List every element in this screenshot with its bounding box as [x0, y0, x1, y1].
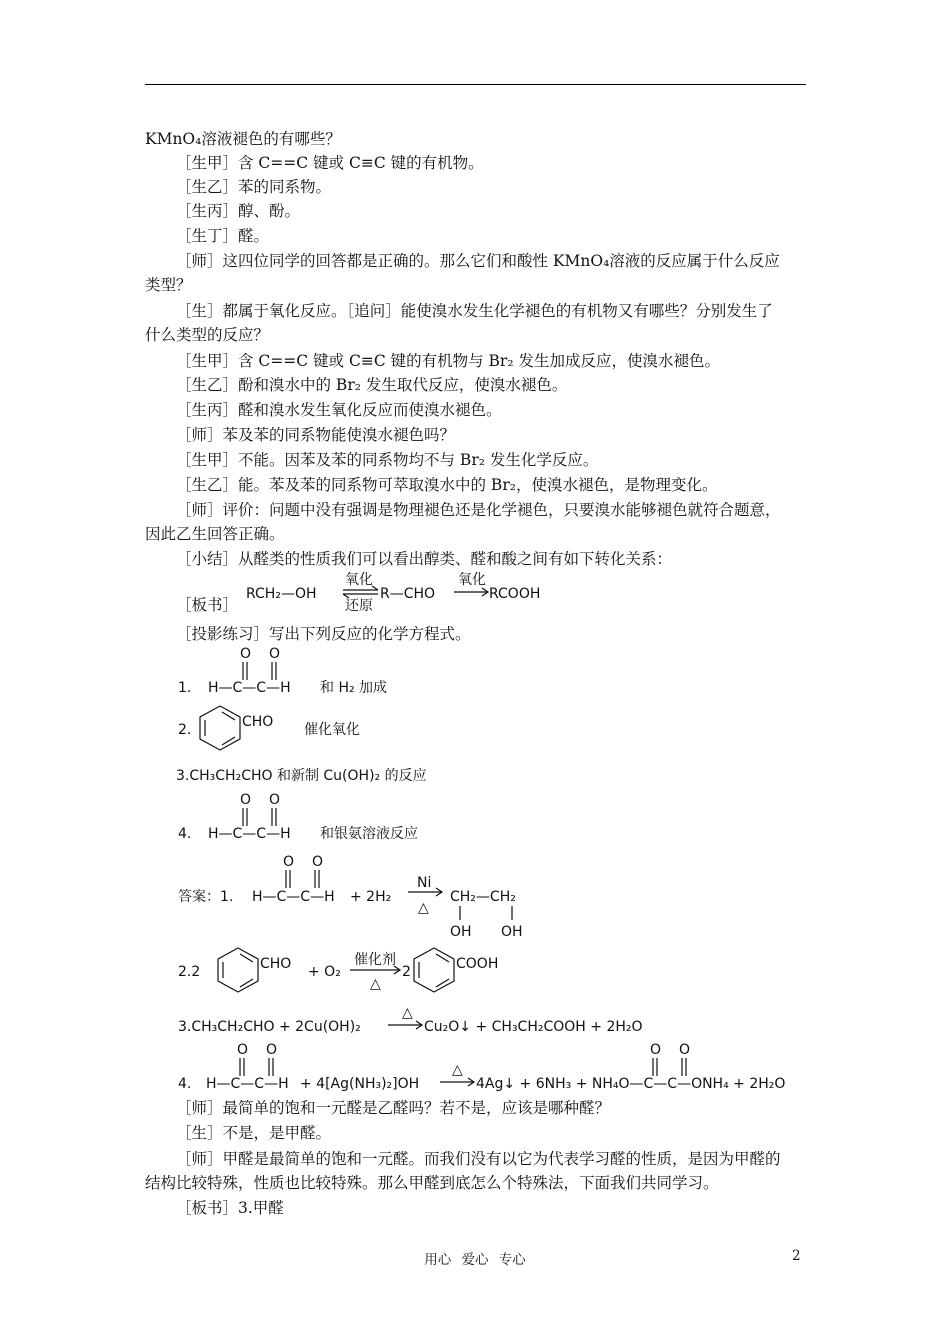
text-line: ［生］不是，是甲醛。: [176, 1124, 332, 1142]
svg-text:2: 2: [402, 964, 411, 980]
text-line: KMnO₄溶液褪色的有哪些？: [145, 130, 341, 148]
scheme-arrow-bottom: 还原: [345, 598, 373, 614]
text-line: 类型？: [145, 276, 192, 294]
svg-text:和 H₂ 加成: 和 H₂ 加成: [320, 680, 388, 696]
exercise-2: [170, 702, 430, 758]
svg-text:O: O: [283, 854, 295, 870]
benzene-ring-icon: [414, 948, 454, 992]
text-line: ［师］苯及苯的同系物能使溴水褪色吗？: [176, 426, 456, 444]
text-line: ［板书］: [176, 596, 239, 614]
svg-text:+ O₂: + O₂: [308, 964, 341, 980]
svg-text:2.: 2.: [178, 722, 192, 738]
benzene-ring-icon: [218, 948, 258, 992]
answer-2: [170, 944, 570, 1000]
svg-text:2.2: 2.2: [178, 964, 201, 980]
svg-text:催化氧化: 催化氧化: [304, 722, 360, 738]
scheme-left: RCH₂—OH: [246, 586, 317, 602]
exercise-1: [170, 644, 430, 700]
svg-text:CHO: CHO: [260, 956, 292, 972]
svg-text:1.: 1.: [178, 680, 192, 696]
svg-text:△: △: [418, 900, 429, 916]
svg-text:△: △: [402, 1005, 413, 1021]
svg-text:H—C—C—H: H—C—C—H: [252, 889, 335, 905]
exercise-3: 3.CH₃CH₂CHO 和新制 Cu(OH)₂ 的反应: [176, 768, 427, 784]
svg-text:COOH: COOH: [456, 956, 499, 972]
svg-text:O: O: [679, 1042, 691, 1058]
benzene-ring-icon: [200, 706, 240, 750]
answer-4: [170, 1040, 820, 1096]
svg-text:△: △: [370, 976, 381, 992]
svg-text:Cu₂O↓ + CH₃CH₂COOH + 2H₂O: Cu₂O↓ + CH₃CH₂COOH + 2H₂O: [424, 1019, 643, 1035]
text-line: ［生］都属于氧化反应。［追问］能使溴水发生化学褪色的有机物又有哪些？分别发生了: [176, 302, 773, 320]
svg-text:+ 2H₂: + 2H₂: [350, 889, 392, 905]
text-line: ［师］最简单的饱和一元醛是乙醛吗？若不是，应该是哪种醛？: [176, 1099, 611, 1117]
page-number: 2: [792, 1248, 801, 1264]
svg-text:O: O: [312, 854, 324, 870]
scheme-arrow-top: 氧化: [345, 572, 373, 588]
text-line: ［生丙］醛和溴水发生氧化反应而使溴水褪色。: [176, 401, 502, 419]
text-line: ［生乙］能。苯及苯的同系物可萃取溴水中的 Br₂，使溴水褪色，是物理变化。: [176, 476, 718, 494]
text-line: ［生丁］醛。: [176, 227, 270, 245]
svg-text:催化剂: 催化剂: [354, 952, 396, 968]
svg-text:H—C—C—H: H—C—C—H: [208, 680, 291, 696]
svg-text:OH: OH: [501, 924, 523, 940]
scheme-arrow2-top: 氧化: [458, 572, 486, 588]
svg-text:3.CH₃CH₂CHO + 2Cu(OH)₂: 3.CH₃CH₂CHO + 2Cu(OH)₂: [178, 1019, 361, 1035]
text-line: 结构比较特殊，性质也比较特殊。那么甲醛到底怎么个特殊法，下面我们共同学习。: [145, 1174, 719, 1192]
text-line: ［生甲］含 C==C 键或 C≡C 键的有机物与 Br₂ 发生加成反应，使溴水褪色。: [176, 352, 720, 370]
text-line: ［生乙］苯的同系物。: [176, 178, 332, 196]
svg-text:H—C—C—H: H—C—C—H: [208, 826, 291, 842]
exercise-4: [170, 790, 470, 846]
svg-text:4Ag↓ + 6NH₃ + NH₄O—C—C—ONH₄ +: 4Ag↓ + 6NH₃ + NH₄O—C—C—ONH₄ + 2H₂O: [476, 1076, 786, 1092]
svg-text:CH₂—CH₂: CH₂—CH₂: [450, 889, 516, 905]
svg-text:CHO: CHO: [242, 714, 274, 730]
svg-text:O: O: [237, 1042, 249, 1058]
svg-text:4.: 4.: [178, 1076, 192, 1092]
text-line: ［生丙］醇、酚。: [176, 202, 301, 220]
text-line: 因此乙生回答正确。: [145, 525, 285, 543]
svg-text:+ 4[Ag(NH₃)₂]OH: + 4[Ag(NH₃)₂]OH: [300, 1076, 420, 1092]
svg-text:O: O: [650, 1042, 662, 1058]
text-line: 什么类型的反应？: [145, 326, 270, 344]
svg-text:和银氨溶液反应: 和银氨溶液反应: [320, 826, 418, 842]
scheme-right: RCOOH: [489, 586, 541, 602]
text-line: ［师］评价：问题中没有强调是物理褪色还是化学褪色，只要溴水能够褪色就符合题意，: [176, 501, 781, 519]
text-line: ［板书］3.甲醛: [176, 1199, 284, 1217]
text-line: ［生甲］不能。因苯及苯的同系物均不与 Br₂ 发生化学反应。: [176, 451, 599, 469]
answer-3: [170, 1004, 690, 1038]
svg-text:答案：1.: 答案：1.: [178, 889, 234, 905]
svg-text:O: O: [240, 792, 252, 808]
svg-text:O: O: [266, 1042, 278, 1058]
text-line: ［投影练习］写出下列反应的化学方程式。: [176, 625, 471, 643]
scheme-middle: R—CHO: [380, 586, 436, 602]
text-line: ［生甲］含 C==C 键或 C≡C 键的有机物。: [176, 154, 484, 172]
svg-text:H—C—C—H: H—C—C—H: [206, 1076, 289, 1092]
text-line: ［师］甲醛是最简单的饱和一元醛。而我们没有以它为代表学习醛的性质，是因为甲醛的: [176, 1150, 781, 1168]
page-footer: 用心 爱心 专心: [424, 1252, 526, 1268]
svg-text:△: △: [452, 1062, 463, 1078]
svg-text:4.: 4.: [178, 826, 192, 842]
svg-text:Ni: Ni: [417, 875, 432, 891]
svg-text:O: O: [269, 792, 281, 808]
text-line: ［师］这四位同学的回答都是正确的。那么它们和酸性 KMnO₄溶液的反应属于什么反应: [176, 252, 780, 270]
text-line: ［小结］从醛类的性质我们可以看出醇类、醛和酸之间有如下转化关系：: [176, 550, 673, 568]
answer-1: [170, 850, 590, 942]
text-line: ［生乙］酚和溴水中的 Br₂ 发生取代反应，使溴水褪色。: [176, 376, 568, 394]
svg-text:O: O: [269, 646, 281, 662]
svg-text:OH: OH: [450, 924, 472, 940]
header-rule: [145, 84, 806, 85]
conversion-scheme: [240, 568, 570, 616]
svg-text:O: O: [240, 646, 252, 662]
